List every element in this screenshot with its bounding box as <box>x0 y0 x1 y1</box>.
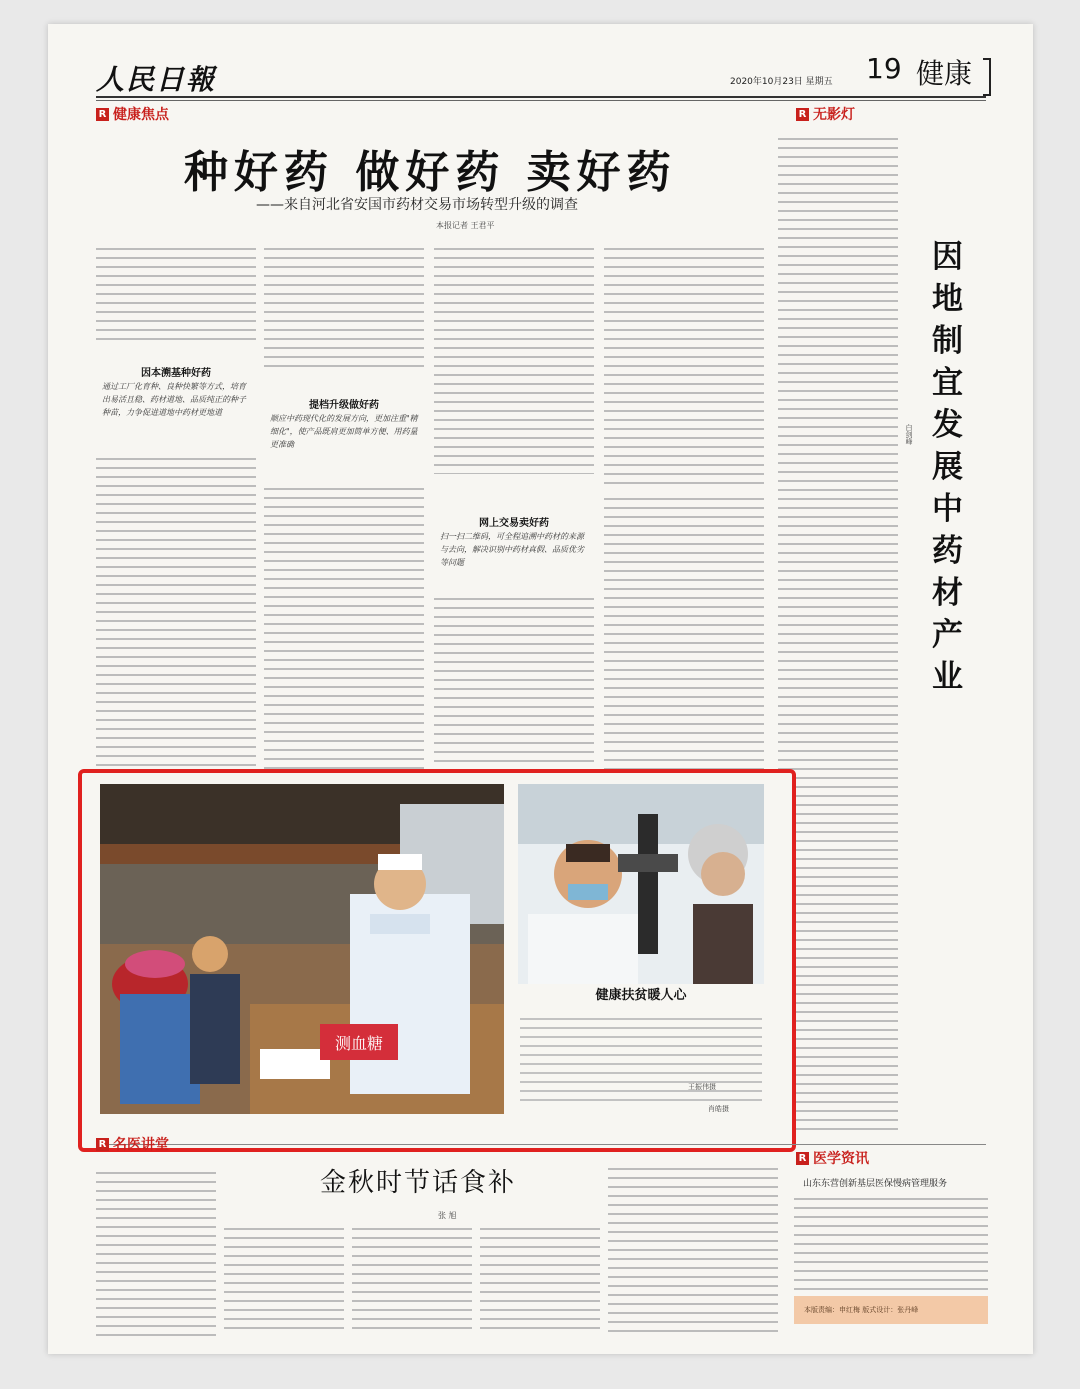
bottom-column-2 <box>224 1224 344 1336</box>
bottom-byline: 张 旭 <box>438 1211 457 1220</box>
main-subheadline: ——来自河北省安国市药材交易市场转型升级的调查 <box>256 197 578 213</box>
medical-news-text <box>794 1194 988 1290</box>
section-bracket <box>983 58 991 96</box>
photo-eye-exam <box>518 784 764 984</box>
bottom-headline: 金秋时节话食补 <box>320 1168 517 1198</box>
issue-date: 2020年10月23日 星期五 <box>730 77 833 87</box>
body-column-2b <box>264 484 424 774</box>
masthead-rule <box>96 96 986 98</box>
photo-blood-sugar-test <box>100 784 504 1114</box>
main-headline: 种好药 做好药 卖好药 <box>184 147 677 198</box>
subtitle-1: 因本溯基种好药 <box>141 368 211 379</box>
medical-news-headline: 山东东营创新基层医保慢病管理服务 <box>803 1179 948 1189</box>
r-badge-icon: R <box>96 108 109 121</box>
photographer-credit: 王振伟摄 <box>688 1083 716 1091</box>
page-section-title: 健康 <box>916 57 973 90</box>
body-column-4a <box>604 244 764 484</box>
masthead-rule-thin <box>96 100 986 101</box>
stamp-label: 测血糖 <box>334 1034 384 1053</box>
photo-caption-text <box>520 1014 762 1102</box>
editor-footer-text: 本版责编：申红梅 版式设计：张丹峰 <box>804 1306 919 1314</box>
body-column-1b <box>96 454 256 774</box>
r-badge-icon: R <box>96 1138 109 1151</box>
section-tag-health-focus <box>96 104 169 124</box>
subtitle-3: 网上交易卖好药 <box>479 518 549 529</box>
section-tag-famous-doctor <box>96 1134 169 1154</box>
bottom-column-5 <box>608 1164 778 1336</box>
side-vertical-title: 因地制宜发展中药材产业 <box>932 239 963 695</box>
bottom-column-1 <box>96 1168 216 1338</box>
deck-3: 扫一扫二维码，可全程追溯中药材的来源与去向，解决识别中药材真假、品质优劣等问题 <box>440 532 584 567</box>
section-tag-shadowless <box>796 104 855 124</box>
subtitle-2: 提档升级做好药 <box>309 400 379 411</box>
photo-credit: 肖皓摄 <box>708 1105 729 1113</box>
section-label: 健康焦点 <box>113 107 169 123</box>
main-byline: 本报记者 王君平 <box>436 221 495 230</box>
page-number: 19 <box>866 52 902 85</box>
side-column-text <box>778 134 898 1134</box>
side-author: 白剑峰 <box>905 424 913 445</box>
body-column-3b <box>434 594 594 774</box>
body-column-2a <box>264 244 424 374</box>
newspaper-page <box>48 24 1033 1354</box>
bottom-column-4 <box>480 1224 600 1336</box>
deck-1: 通过工厂化育种、良种快繁等方式，培育出易活且稳、药材道地、品质纯正的种子种苗，力争促进道地中药材更地道 <box>102 382 246 417</box>
r-badge-icon: R <box>796 108 809 121</box>
body-column-1a <box>96 244 256 344</box>
newspaper-logo: 人民日報 <box>96 63 217 96</box>
section-label: 无影灯 <box>813 107 855 123</box>
section-label: 医学资讯 <box>813 1151 869 1167</box>
bottom-rule <box>96 1144 986 1145</box>
section-label: 名医讲堂 <box>113 1137 169 1153</box>
body-column-4b <box>604 494 764 774</box>
photo-caption-title: 健康扶贫暖人心 <box>595 988 687 1003</box>
body-column-3a <box>434 244 594 474</box>
section-tag-medical-news <box>796 1148 869 1168</box>
r-badge-icon: R <box>796 1152 809 1165</box>
deck-2: 顺应中药现代化的发展方向，更加注重"精细化"，使产品既肩更加简单方便、用药量更准确 <box>270 414 418 449</box>
bottom-column-3 <box>352 1224 472 1336</box>
